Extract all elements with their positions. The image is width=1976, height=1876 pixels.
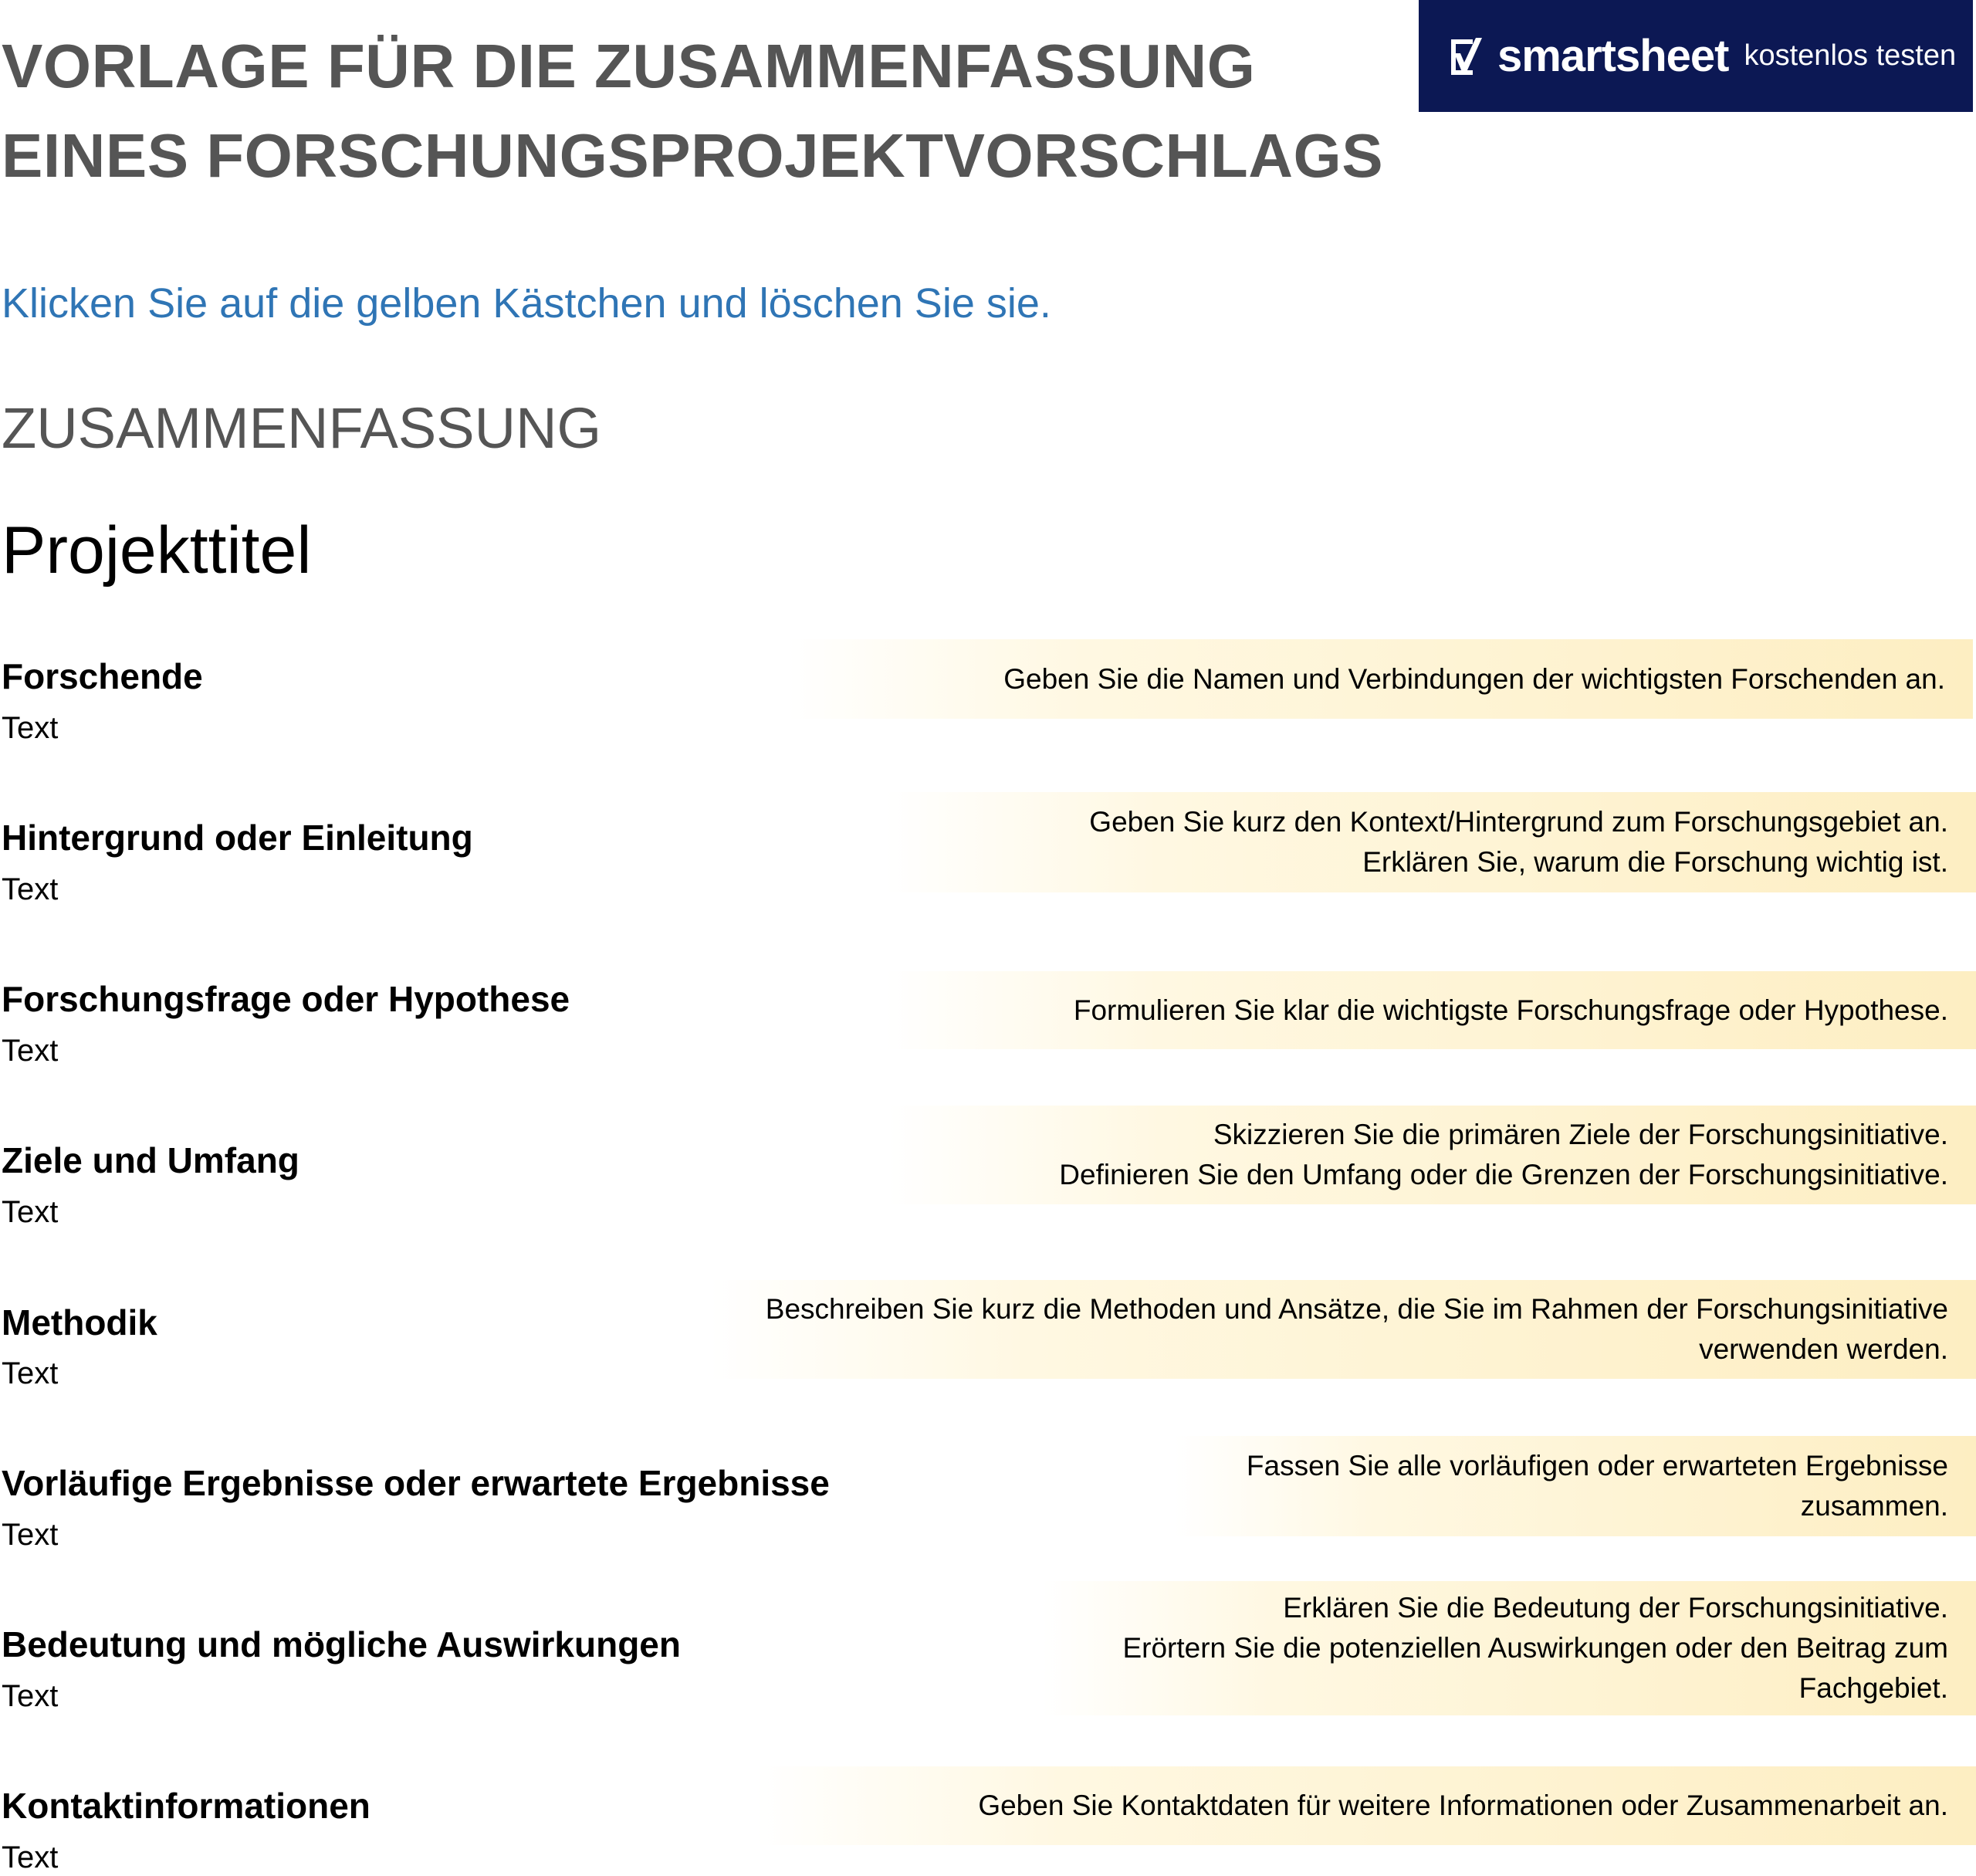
hint-line: Fassen Sie alle vorläufigen oder erwarteten Ergebnisse	[1246, 1450, 1948, 1481]
smartsheet-logo-icon	[1450, 36, 1484, 76]
hint-box-ergebnisse[interactable]	[1175, 1436, 1976, 1536]
instruction-text: Klicken Sie auf die gelben Kästchen und löschen Sie sie.	[2, 280, 1051, 327]
hint-line: Geben Sie die Namen und Verbindungen der wichtigsten Forschenden an.	[1003, 662, 1945, 695]
title-line-1: VORLAGE FÜR DIE ZUSAMMENFASSUNG	[2, 32, 1256, 100]
field-label-hintergrund: Hintergrund oder Einleitung	[2, 818, 473, 858]
project-title[interactable]: Projekttitel	[2, 513, 312, 588]
hint-box-ziele[interactable]	[889, 1106, 1976, 1204]
hint-line: Fachgebiet.	[1798, 1672, 1948, 1704]
field-label-methodik: Methodik	[2, 1302, 157, 1343]
hint-line: zusammen.	[1800, 1490, 1948, 1522]
field-text-bedeutung[interactable]: Text	[2, 1679, 59, 1713]
hint-line: Geben Sie kurz den Kontext/Hintergrund zum Forschungsgebiet an.	[1089, 806, 1948, 838]
title-line-2: EINES FORSCHUNGSPROJEKTVORSCHLAGS	[2, 121, 1384, 190]
field-label-kontakt: Kontaktinformationen	[2, 1786, 370, 1826]
field-text-ergebnisse[interactable]: Text	[2, 1518, 59, 1552]
hint-box-forschungsfrage[interactable]	[886, 971, 1976, 1049]
hint-line: Skizzieren Sie die primären Ziele der Forschungsinitiative.	[1213, 1119, 1948, 1150]
hint-line: Erklären Sie die Bedeutung der Forschungsinitiative.	[1283, 1592, 1948, 1624]
field-text-forschungsfrage[interactable]: Text	[2, 1034, 59, 1068]
section-heading: ZUSAMMENFASSUNG	[2, 396, 602, 460]
smartsheet-trial-banner[interactable]	[1419, 0, 1973, 112]
hint-line: Definieren Sie den Umfang oder die Grenzen der Forschungsinitiative.	[1059, 1159, 1948, 1190]
hint-line: Geben Sie Kontaktdaten für weitere Informationen oder Zusammenarbeit an.	[978, 1790, 1948, 1821]
field-text-ziele[interactable]: Text	[2, 1195, 59, 1229]
document-title	[2, 22, 1383, 201]
hint-box-hintergrund[interactable]	[886, 792, 1976, 892]
hint-line: verwenden werden.	[1699, 1333, 1948, 1365]
field-label-bedeutung: Bedeutung und mögliche Auswirkungen	[2, 1624, 681, 1664]
smartsheet-brand: smartsheet	[1497, 31, 1729, 81]
field-label-forschende: Forschende	[2, 656, 203, 696]
field-label-forschungsfrage: Forschungsfrage oder Hypothese	[2, 979, 570, 1019]
hint-box-bedeutung[interactable]	[1042, 1581, 1976, 1715]
field-label-ergebnisse: Vorläufige Ergebnisse oder erwartete Ergebnisse	[2, 1463, 830, 1503]
hint-line: Erörtern Sie die potenziellen Auswirkungen oder den Beitrag zum	[1122, 1632, 1948, 1664]
hint-box-kontakt[interactable]	[756, 1766, 1976, 1845]
hint-line: Beschreiben Sie kurz die Methoden und Ansätze, die Sie im Rahmen der Forschungsinitiative	[765, 1293, 1948, 1325]
hint-line: Erklären Sie, warum die Forschung wichtig ist.	[1362, 846, 1948, 878]
field-text-methodik[interactable]: Text	[2, 1356, 59, 1390]
hint-box-forschende[interactable]	[787, 639, 1973, 719]
hint-box-methodik[interactable]	[710, 1280, 1976, 1379]
free-trial-label: kostenlos testen	[1744, 39, 1957, 72]
hint-line: Formulieren Sie klar die wichtigste Forschungsfrage oder Hypothese.	[1073, 994, 1948, 1026]
field-text-forschende[interactable]: Text	[2, 711, 59, 745]
field-label-ziele: Ziele und Umfang	[2, 1140, 299, 1180]
field-text-kontakt[interactable]: Text	[2, 1840, 59, 1874]
field-text-hintergrund[interactable]: Text	[2, 872, 59, 906]
